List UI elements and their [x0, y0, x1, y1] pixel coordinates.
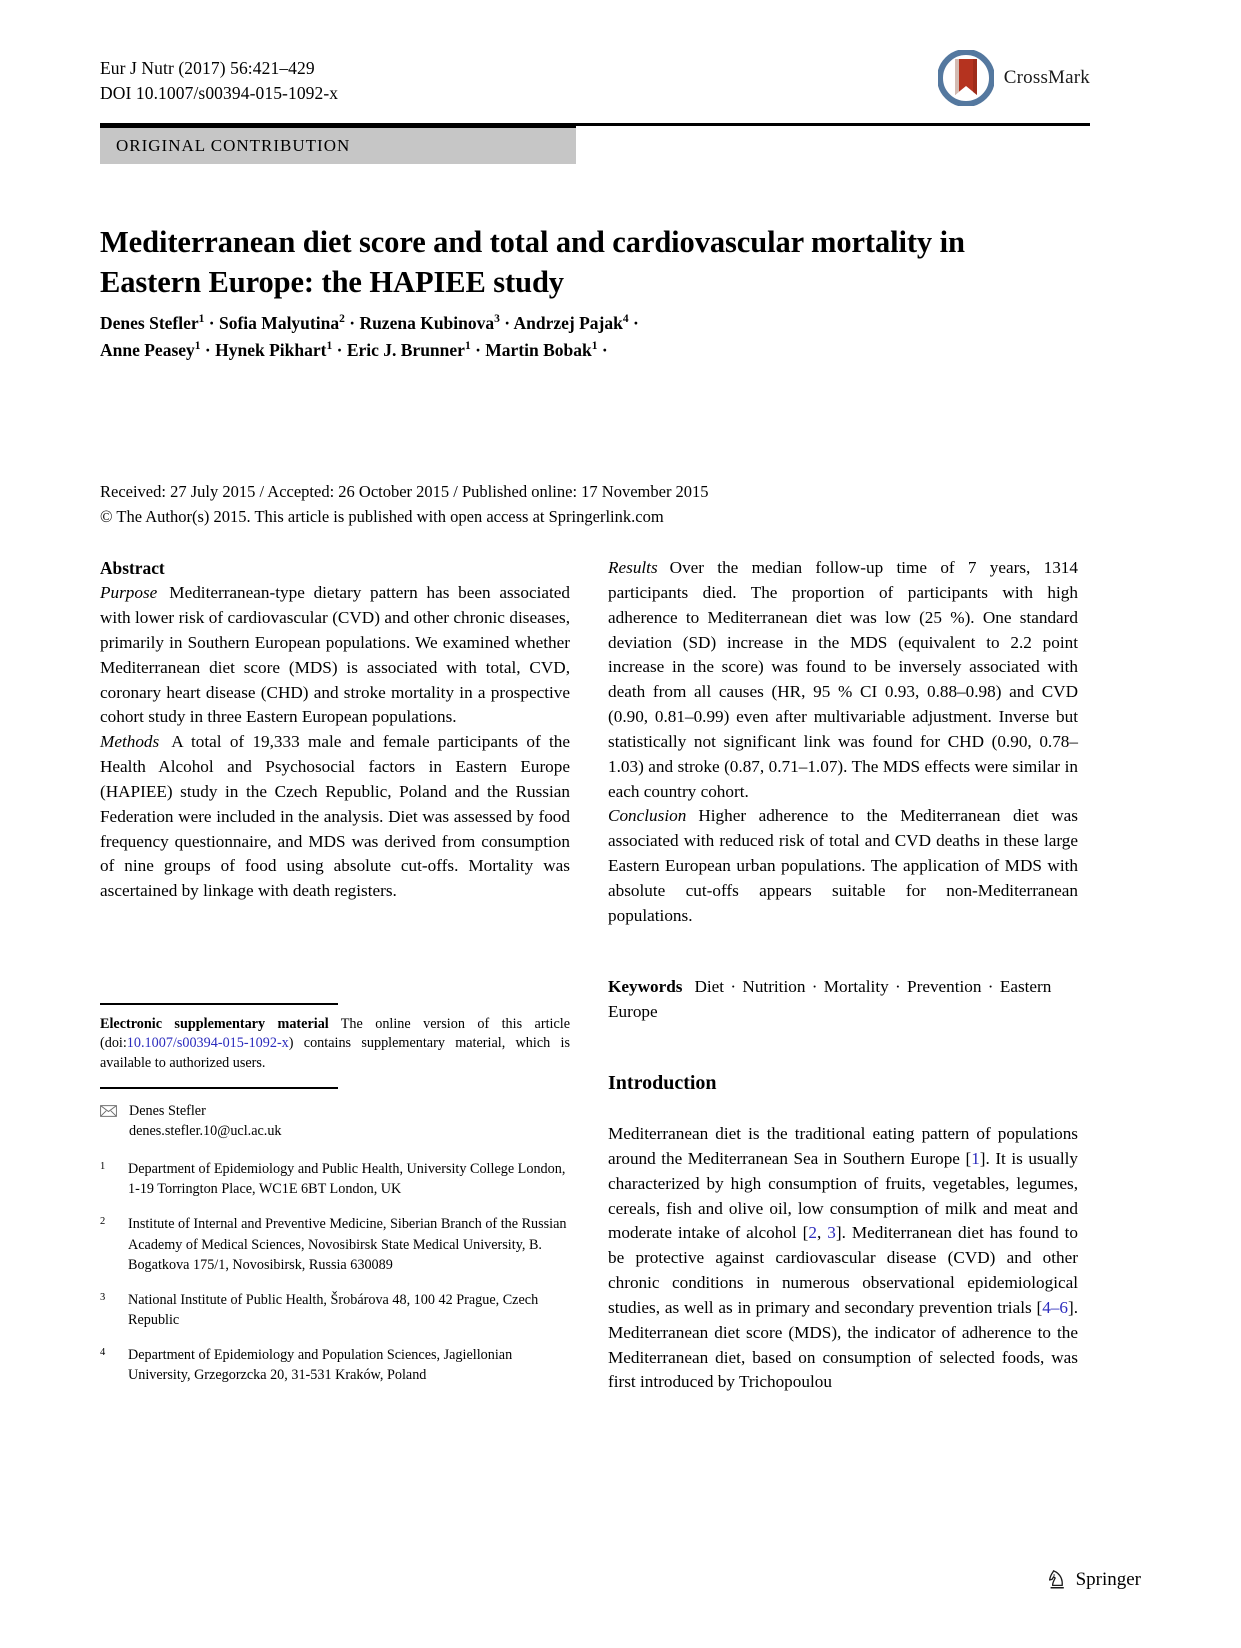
introduction-heading: Introduction: [608, 1072, 717, 1094]
affiliation-text: National Institute of Public Health, Šrobárova 48, 100 42 Prague, Czech Republic: [128, 1291, 539, 1329]
doi-line: DOI 10.1007/s00394-015-1092-x: [100, 82, 339, 103]
affiliation-text: Department of Epidemiology and Public Health, University College London, 1-19 Torrington Place, WC1E 6BT London, UK: [128, 1161, 566, 1198]
affiliation-item: [100, 1159, 570, 1199]
abstract-methods: [100, 730, 570, 904]
footnote-divider-top: [100, 1003, 338, 1005]
author-name: Sofia Malyutina$^2$: [219, 313, 345, 333]
abstract-column-right: [608, 556, 1078, 929]
crossmark-label: CrossMark: [1003, 67, 1090, 88]
abstract-results-label: Results: [608, 558, 658, 577]
author-separator: ·: [597, 340, 608, 361]
abstract-methods-text: A total of 19,333 male and female participants of the Health Alcohol and Psychosocial factors in Eastern Europe (HAPIEE) study in the Czech Republic, Poland and the Russian Federation were included in the analysis. Diet was assessed by food frequency questionnaire, and MDS was derived from consumption of nine groups of food using absolute cut-offs. Mortality was ascertained by linkage with death registers.: [100, 732, 570, 901]
affiliation-number: 3: [100, 1291, 106, 1303]
author-name: Denes Stefler$^1$: [100, 313, 205, 333]
author-name: Anne Peasey$^1$: [100, 340, 201, 361]
author-separator: ·: [628, 313, 639, 333]
intro-text-part2: ]. It is usually characterized by high consumption of fruits, vegetables, legumes, cereals, fish and olive oil, low consumption of milk and meat and moderate intake of alcohol [: [608, 1148, 1078, 1243]
citation-link-1[interactable]: 1: [971, 1148, 980, 1168]
corresponding-author-email[interactable]: denes.stefler.10@ucl.ac.uk: [129, 1122, 282, 1139]
affiliation-number: 2: [100, 1216, 106, 1228]
springer-knight-icon: [1046, 1568, 1068, 1592]
author-name: Hynek Pikhart$^1$: [215, 340, 333, 361]
abstract-heading: Abstract: [100, 558, 165, 578]
intro-text-part1: Mediterranean diet is the traditional eating pattern of populations around the Mediterranean Sea in Southern Europe [: [608, 1124, 1078, 1168]
keyword-item[interactable]: Diet: [694, 977, 725, 996]
affiliation-list: [100, 1159, 570, 1385]
publication-dates: [100, 479, 1050, 529]
abstract-purpose-label: Purpose: [100, 583, 158, 603]
corresponding-author: [100, 1101, 570, 1141]
citation-link-4[interactable]: 4–6: [1042, 1297, 1068, 1317]
author-affiliation-marker: 1: [194, 340, 201, 353]
author-separator: ·: [499, 313, 514, 333]
affiliation-number: 4: [100, 1347, 106, 1359]
keyword-item[interactable]: Nutrition: [742, 977, 806, 996]
envelope-icon: [100, 1101, 117, 1141]
keyword-separator: ·: [726, 977, 741, 996]
author-affiliation-marker: 1: [591, 340, 598, 353]
author-separator: ·: [200, 340, 216, 361]
keyword-item[interactable]: Eastern Europe: [608, 977, 1052, 1021]
article-type-label: ORIGINAL CONTRIBUTION: [116, 136, 351, 155]
copyright-line: © The Author(s) 2015. This article is published with open access at Springerlink.com: [100, 507, 664, 527]
corresponding-author-name: Denes Stefler: [129, 1102, 206, 1119]
keyword-separator: ·: [983, 977, 998, 996]
keyword-item[interactable]: Mortality: [823, 977, 889, 996]
intro-text-part4: ]. Mediterranean diet score (MDS), the indicator of adherence to the Mediterranean diet, based on consumption of selected foods, was first introduced by Trichopoulou: [608, 1297, 1078, 1392]
keywords-label: Keywords: [608, 977, 683, 996]
received-accepted-line: Received: 27 July 2015 / Accepted: 26 October 2015 / Published online: 17 November 2015: [100, 482, 709, 501]
abstract-methods-label: Methods: [100, 732, 160, 752]
affiliation-item: [100, 1345, 570, 1385]
journal-citation-line: Eur J Nutr (2017) 56:421–429: [100, 58, 315, 78]
article-type-banner: [100, 126, 576, 164]
affiliation-text: Institute of Internal and Preventive Medicine, Siberian Branch of the Russian Academy of Medical Sciences, Novosibirsk State Medical University, B. Bogatkova 175/1, Novosibirsk, Russia 630089: [128, 1216, 567, 1273]
affiliation-text: Department of Epidemiology and Population Sciences, Jagiellonian University, Grzegorzcka 20, 31-531 Kraków, Poland: [128, 1347, 513, 1384]
footnote-divider-bottom: [100, 1087, 338, 1089]
esm-text-before: The online version of this article (doi:: [100, 1015, 570, 1052]
author-list: [100, 310, 1050, 364]
affiliation-number: 1: [100, 1161, 106, 1173]
crossmark-badge[interactable]: [938, 50, 1090, 106]
abstract-conclusion-label: Conclusion: [608, 806, 687, 826]
publisher-name: Springer: [1075, 1569, 1141, 1590]
author-affiliation-marker: 1: [198, 313, 205, 326]
keywords-block: [608, 975, 1078, 1025]
abstract-column-left: [100, 556, 570, 904]
citation-link-2[interactable]: 2: [808, 1223, 817, 1243]
intro-text-part3: ]. Mediterranean diet has found to be protective against cardiovascular disease (CVD) and other chronic conditions in numerous observational epidemiological studies, as well as in primary and secondary prevention trials [: [608, 1223, 1078, 1317]
author-name: Martin Bobak$^1$: [485, 340, 598, 361]
citation-link-3[interactable]: 3: [827, 1223, 836, 1243]
crossmark-logo-icon: [938, 50, 994, 106]
author-name: Eric J. Brunner$^1$: [346, 340, 471, 361]
esm-text-after: ) contains supplementary material, which is available to authorized users.: [100, 1035, 570, 1072]
electronic-supplementary-material: [100, 1015, 570, 1075]
footnotes-block: [100, 1003, 570, 1401]
author-affiliation-marker: 1: [464, 340, 471, 353]
keyword-separator: ·: [890, 977, 906, 996]
abstract-purpose-text: Mediterranean-type dietary pattern has been associated with lower risk of cardiovascular (CVD) and other chronic diseases, primarily in Southern European populations. We examined whether Mediterranean diet score (MDS) is associated with total, CVD, coronary heart disease (CHD) and stroke mortality in a prospective cohort study in three Eastern European populations.: [100, 583, 570, 727]
abstract-results: [608, 556, 1078, 804]
abstract-purpose: [100, 581, 570, 730]
page-header: [100, 56, 1090, 118]
esm-label: Electronic supplementary material: [100, 1015, 329, 1032]
keyword-item[interactable]: Prevention: [907, 977, 982, 996]
author-affiliation-marker: 4: [622, 313, 629, 326]
page-title: Mediterranean diet score and total and cardiovascular mortality in Eastern Europe: the HAPIEE study: [100, 225, 965, 300]
author-name: Andrzej Pajak$^4$: [513, 313, 629, 333]
abstract-conclusion: [608, 804, 1078, 928]
publisher-footer: [1046, 1568, 1141, 1592]
affiliation-item: [100, 1214, 570, 1274]
author-separator: ·: [332, 340, 347, 361]
affiliation-item: [100, 1290, 570, 1330]
author-separator: ·: [204, 313, 219, 333]
corresponding-author-body: [129, 1101, 282, 1141]
author-affiliation-marker: 3: [494, 313, 500, 326]
author-affiliation-marker: 1: [326, 340, 333, 353]
esm-doi-link[interactable]: 10.1007/s00394-015-1092-x: [126, 1035, 289, 1052]
abstract-conclusion-text: Higher adherence to the Mediterranean diet was associated with reduced risk of total and CVD deaths in these large Eastern European urban populations. The application of MDS with absolute cut-offs appears suitable for non-Mediterranean populations.: [608, 806, 1078, 925]
author-name: Ruzena Kubinova$^3$: [359, 313, 500, 333]
introduction-body: Mediterranean diet is the traditional eating pattern of populations around the Mediterranean Sea in Southern Europe [1]. It is usually characterized by high consumption of fruits, vegetables, legumes, cereals, fish and olive oil, low consumption of milk and meat and moderate intake of alcohol [2, 3]. Mediterranean diet has found to be protective against cardiovascular disease (CVD) and other chronic conditions in numerous observational epidemiological studies, as well as in primary and secondary prevention trials [4–6]. Mediterranean diet score (MDS), the indicator of adherence to the Mediterranean diet, based on consumption of selected foods, was first introduced by Trichopoulou: [608, 1124, 1078, 1392]
abstract-results-text: Over the median follow-up time of 7 years, 1314 participants died. The proportion of participants with high adherence to Mediterranean diet was low (25 %). One standard deviation (SD) increase in the MDS (equivalent to 2.2 point increase in the score) was found to be inversely associated with death from all causes (HR, 95 % CI 0.93, 0.88–0.98) and CVD (0.90, 0.81–0.99) even after multivariable adjustment. Inverse but statistically not significant link was found for CHD (0.90, 0.78–1.03) and stroke (0.87, 0.71–1.07). The MDS effects were similar in each country cohort.: [608, 558, 1078, 801]
keyword-separator: ·: [807, 977, 822, 996]
author-affiliation-marker: 2: [339, 313, 345, 326]
author-separator: ·: [344, 313, 360, 333]
author-separator: ·: [470, 340, 486, 361]
